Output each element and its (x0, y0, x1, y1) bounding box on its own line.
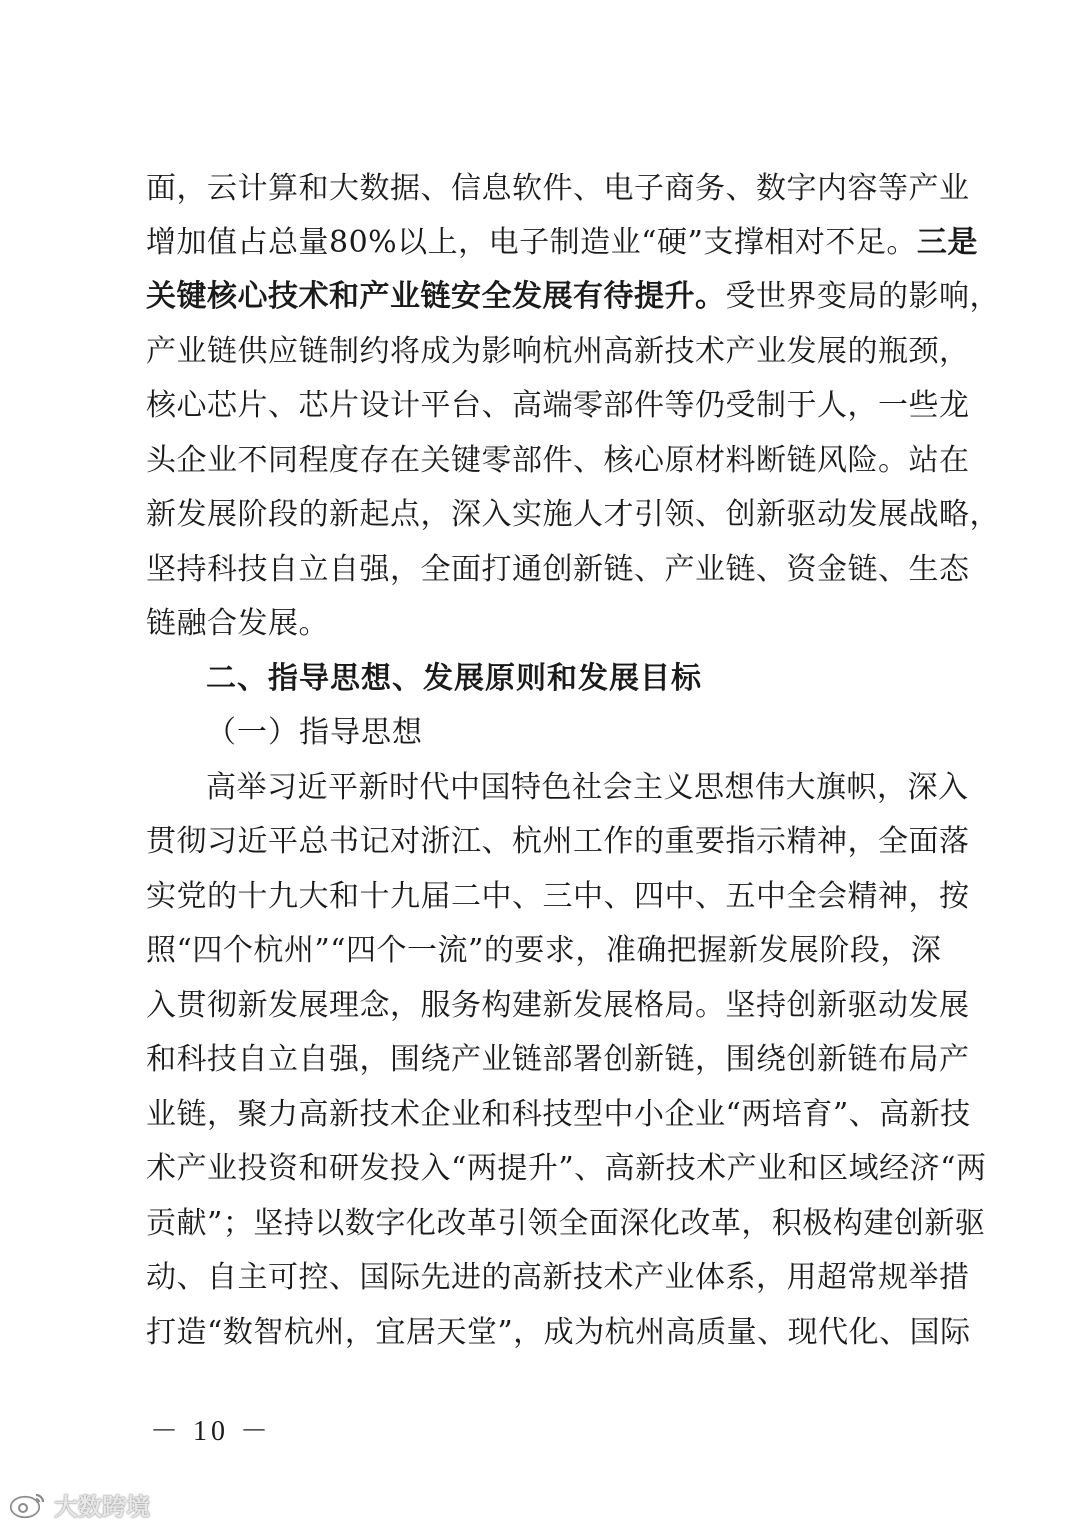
paragraph2-line-7: 业链，聚力高新技术企业和科技型中小企业“两培育”、高新技 (146, 1097, 971, 1132)
watermark-text: 大数跨境 (54, 1492, 150, 1521)
paragraph1-line-1: 面，云计算和大数据、信息软件、电子商务、数字内容等产业 (146, 171, 970, 206)
page-number: － 10 － (150, 1416, 273, 1447)
paragraph2-line-4: 照“四个杭州”“四个一流”的要求，准确把握新发展阶段，深 (146, 933, 942, 968)
paragraph1-line-5: 核心芯片、芯片设计平台、高端零部件等仍受制于人，一些龙 (146, 388, 970, 423)
weibo-logo-icon (8, 1489, 48, 1519)
paragraph2-line-10: 动、自主可控、国际先进的高新技术产业体系，用超常规举措 (146, 1260, 970, 1295)
paragraph1-line-9: 链融合发展。 (146, 606, 329, 641)
paragraph2-line-9: 贡献”；坚持以数字化改革引领全面深化改革，积极构建创新驱 (146, 1206, 986, 1241)
paragraph1-line-8: 坚持科技自立自强，全面打通创新链、产业链、资金链、生态 (146, 552, 970, 587)
paragraph1-line-2-bold: 三是 (916, 225, 978, 260)
paragraph2-line-8: 术产业投资和研发投入“两提升”、高新技术产业和区域经济“两 (146, 1151, 987, 1186)
paragraph1-line-4: 产业链供应链制约将成为影响杭州高新技术产业发展的瓶颈， (146, 334, 970, 369)
paragraph1-line-6: 头企业不同程度存在关键零部件、核心原材料断链风险。站在 (146, 443, 970, 478)
paragraph2-line-11: 打造“数智杭州，宜居天堂”，成为杭州高质量、现代化、国际 (146, 1315, 971, 1350)
paragraph1-line-3-text: 受世界变局的影响， (725, 279, 1000, 314)
watermark (8, 1488, 150, 1520)
subsection-heading: （一）指导思想 (206, 715, 423, 750)
paragraph1-line-7: 新发展阶段的新起点，深入实施人才引领、创新驱动发展战略， (146, 497, 1000, 532)
paragraph2-line-2: 贯彻习近平总书记对浙江、杭州工作的重要指示精神，全面落 (146, 824, 970, 859)
paragraph2-line-5: 入贯彻新发展理念，服务构建新发展格局。坚持创新驱动发展 (146, 988, 970, 1023)
paragraph1-line-2 (146, 218, 978, 268)
paragraph2-line-6: 和科技自立自强，围绕产业链部署创新链，围绕创新链布局产 (146, 1042, 970, 1077)
paragraph1-line-2-text: 增加值占总量80%以上，电子制造业“硬”支撑相对不足。 (146, 225, 917, 260)
paragraph1-line-3-bold: 关键核心技术和产业链安全发展有待提升。 (146, 279, 726, 314)
paragraph2-line-3: 实党的十九大和十九届二中、三中、四中、五中全会精神，按 (146, 879, 970, 914)
section-heading: 二、指导思想、发展原则和发展目标 (206, 661, 702, 696)
paragraph2-line-1: 高举习近平新时代中国特色社会主义思想伟大旗帜，深入 (206, 770, 969, 805)
paragraph1-line-3 (146, 272, 1000, 322)
